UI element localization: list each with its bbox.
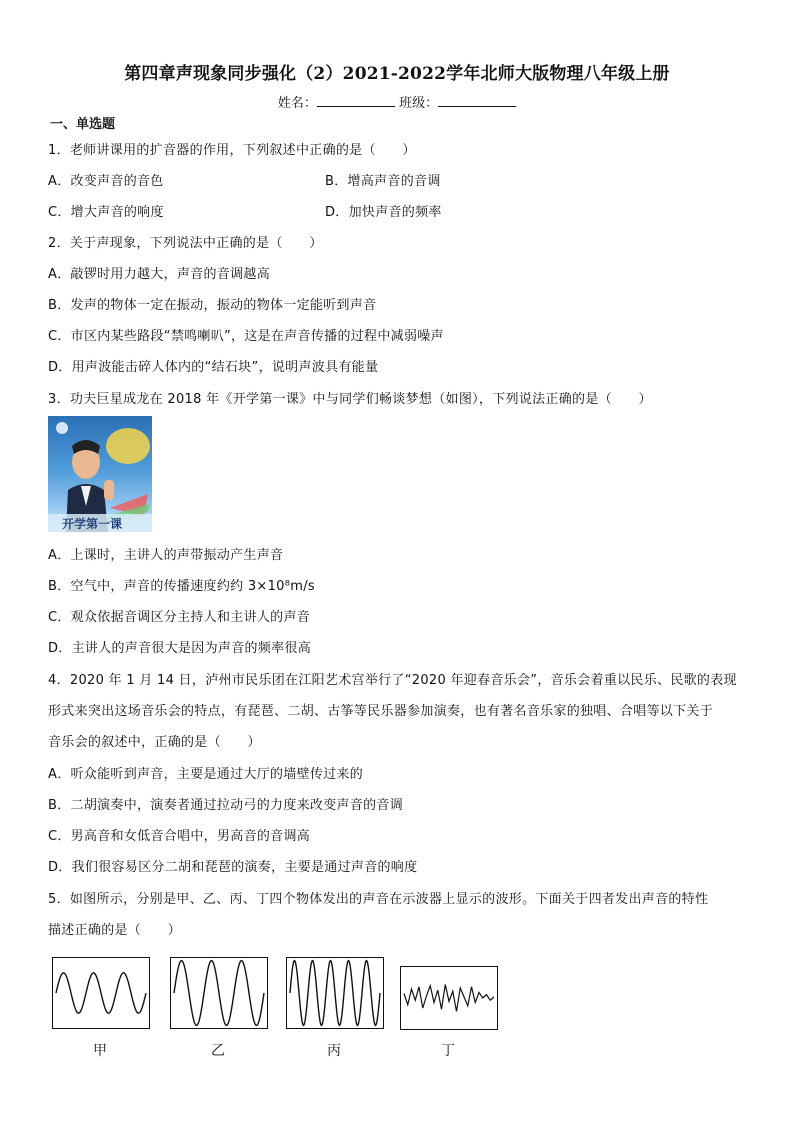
q2-option-a: A．敲锣时用力越大，声音的音调越高 xyxy=(48,267,270,282)
q1-stem: 1．老师讲课用的扩音器的作用，下列叙述中正确的是（ ） xyxy=(48,143,416,158)
q2-option-c: C．市区内某些路段“禁鸣喇叭”，这是在声音传播的过程中减弱噪声 xyxy=(48,329,444,344)
waveform-ding xyxy=(400,966,498,1034)
q1-option-b: B．增高声音的音调 xyxy=(325,174,441,189)
q4-stem-line-3: 音乐会的叙述中，正确的是（ ） xyxy=(48,735,261,750)
q3-stem: 3．功夫巨星成龙在 2018 年《开学第一课》中与同学们畅谈梦想（如图），下列说法正确的是（ ） xyxy=(48,392,652,407)
q4-option-b: B．二胡演奏中，演奏者通过拉动弓的力度来改变声音的音调 xyxy=(48,798,404,813)
waveform-bing-svg xyxy=(286,957,384,1029)
class-blank[interactable] xyxy=(438,94,516,107)
q2-stem: 2．关于声现象，下列说法中正确的是（ ） xyxy=(48,236,323,251)
waveform-jia-svg xyxy=(52,957,150,1029)
q3-photo-caption: 开学第一课 xyxy=(62,517,123,531)
name-label: 姓名： xyxy=(277,96,317,111)
waveform-yi-svg xyxy=(170,957,268,1029)
name-blank[interactable] xyxy=(317,94,395,107)
q1-option-a: A．改变声音的音色 xyxy=(48,174,164,189)
waveform-bing xyxy=(286,957,384,1033)
q3-option-c: C．观众依据音调区分主持人和主讲人的声音 xyxy=(48,610,311,625)
waveform-label-jia: 甲 xyxy=(93,1043,107,1059)
waveform-label-bing: 丙 xyxy=(327,1043,341,1059)
q2-option-b: B．发声的物体一定在振动，振动的物体一定能听到声音 xyxy=(48,298,377,313)
q5-stem-line-2: 描述正确的是（ ） xyxy=(48,923,182,938)
waveform-ding-svg xyxy=(400,966,498,1030)
waveform-label-yi: 乙 xyxy=(211,1043,225,1059)
q3-option-d: D．主讲人的声音很大是因为声音的频率很高 xyxy=(48,641,312,656)
q2-option-d: D．用声波能击碎人体内的“结石块”，说明声波具有能量 xyxy=(48,360,379,375)
q3-photo xyxy=(48,416,152,532)
q3-option-a: A．上课时，主讲人的声带振动产生声音 xyxy=(48,548,284,563)
q4-option-d: D．我们很容易区分二胡和琵琶的演奏，主要是通过声音的响度 xyxy=(48,860,418,875)
class-label: 班级： xyxy=(399,96,439,111)
q4-option-a: A．听众能听到声音，主要是通过大厅的墙壁传过来的 xyxy=(48,767,364,782)
q4-stem-line-2: 形式来突出这场音乐会的特点，有琵琶、二胡、古筝等民乐器参加演奏，也有著名音乐家的独唱、合唱等以下关于 xyxy=(48,704,714,719)
q1-option-c: C．增大声音的响度 xyxy=(48,205,164,220)
q4-option-c: C．男高音和女低音合唱中，男高音的音调高 xyxy=(48,829,311,844)
section-title: 一、单选题 xyxy=(50,117,116,132)
waveform-jia xyxy=(52,957,150,1033)
waveform-label-ding: 丁 xyxy=(441,1043,455,1059)
waveform-yi xyxy=(170,957,268,1033)
q3-option-b: B．空气中，声音的传播速度约约 3×10⁸m/s xyxy=(48,579,315,594)
q1-option-d: D．加快声音的频率 xyxy=(325,205,442,220)
document-title: 第四章声现象同步强化（2）2021-2022学年北师大版物理八年级上册 xyxy=(124,64,670,84)
name-class-line xyxy=(0,92,794,111)
q5-stem-line-1: 5．如图所示，分别是甲、乙、丙、丁四个物体发出的声音在示波器上显示的波形。下面关于四者发出声音的特性 xyxy=(48,892,709,907)
q4-stem-line-1: 4．2020 年 1 月 14 日，泸州市民乐团在江阳艺术宫举行了“2020 年迎春音乐会”，音乐会着重以民乐、民歌的表现 xyxy=(48,673,737,688)
